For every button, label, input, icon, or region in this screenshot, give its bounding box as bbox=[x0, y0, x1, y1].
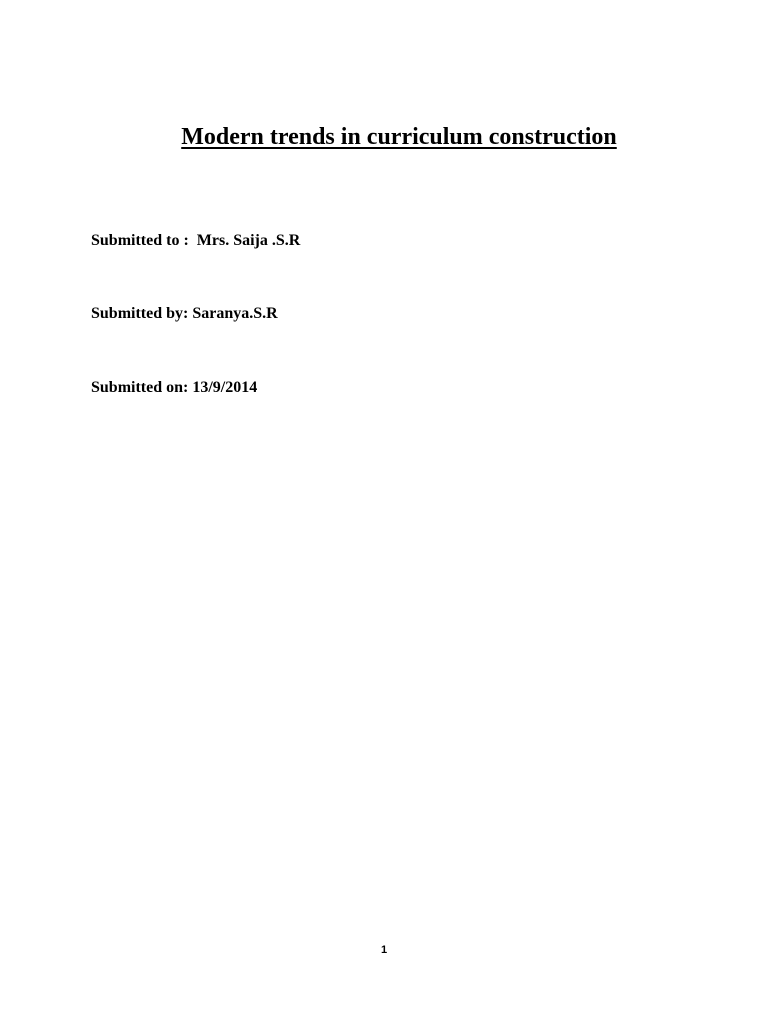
submitted-to-value: Mrs. Saija .S.R bbox=[196, 232, 301, 249]
submitted-by-value: Saranya.S.R bbox=[192, 305, 278, 322]
submitted-on-value: 13/9/2014 bbox=[192, 379, 258, 396]
document-title: Modern trends in curriculum construction bbox=[181, 124, 617, 150]
submitted-on-label: Submitted on: bbox=[91, 379, 189, 396]
submitted-on-line bbox=[91, 378, 257, 398]
submitted-by-label: Submitted by: bbox=[91, 305, 189, 322]
page-number: 1 bbox=[380, 944, 388, 956]
submitted-to-label: Submitted to : bbox=[91, 232, 189, 249]
submitted-to-line bbox=[91, 231, 300, 251]
submitted-by-line bbox=[91, 304, 278, 324]
